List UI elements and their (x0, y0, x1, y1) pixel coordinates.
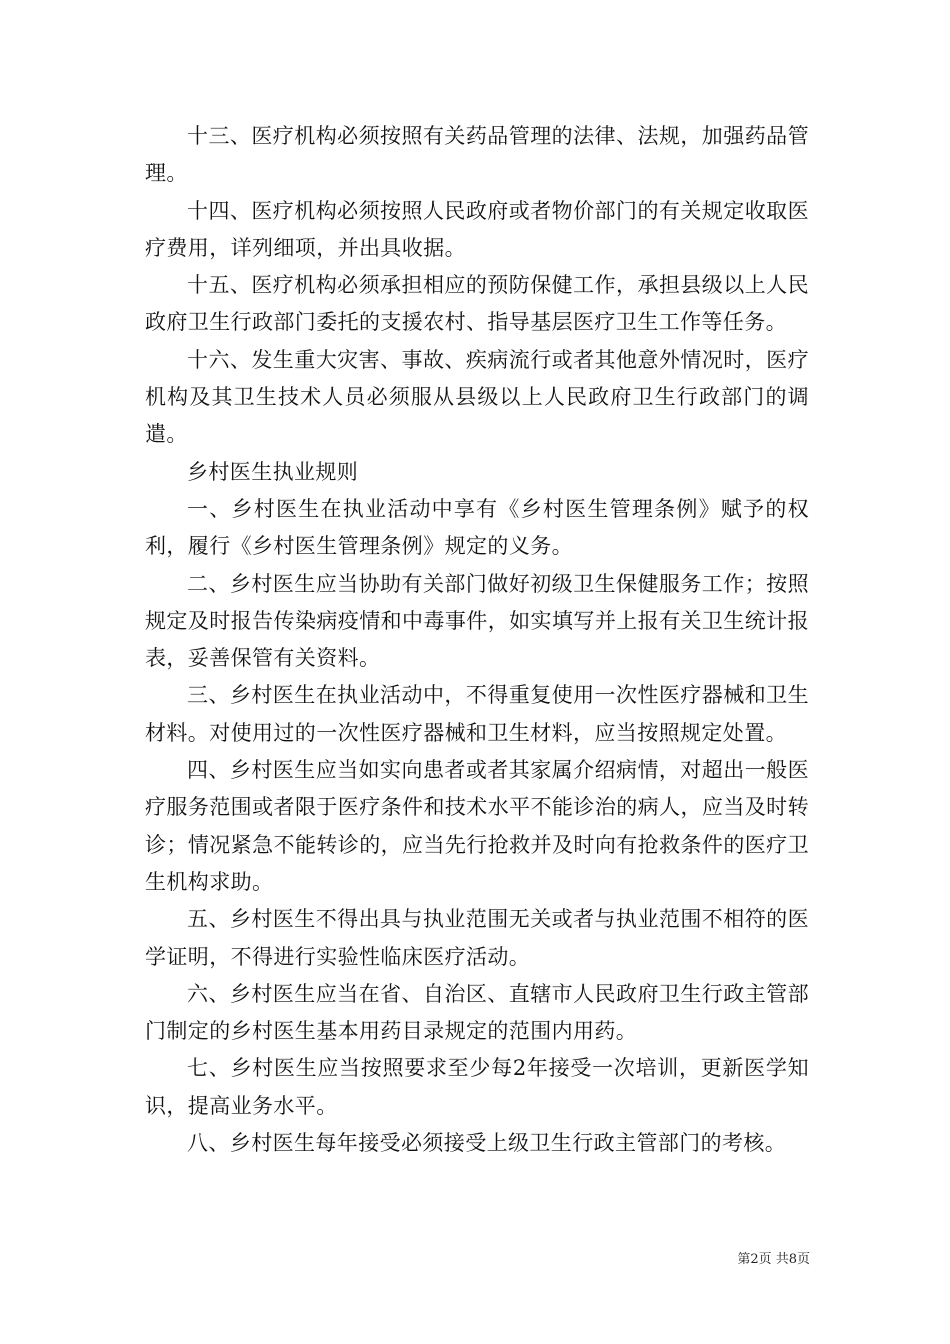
paragraph-13: 十三、医疗机构必须按照有关药品管理的法律、法规，加强药品管理。 (145, 124, 809, 186)
rule-6: 六、乡村医生应当在省、自治区、直辖市人民政府卫生行政主管部门制定的乡村医生基本用药目录规定的范围内用药。 (145, 981, 809, 1044)
section-title: 乡村医生执业规则 (187, 459, 359, 484)
paragraph-16: 十六、发生重大灾害、事故、疾病流行或者其他意外情况时，医疗机构及其卫生技术人员必须服从县级以上人民政府卫生行政部门的调遣。 (145, 347, 809, 447)
rule-2: 二、乡村医生应当协助有关部门做好初级卫生保健服务工作；按照规定及时报告传染病疫情和中毒事件，如实填写并上报有关卫生统计报表，妥善保管有关资料。 (145, 571, 809, 671)
paragraph-15: 十五、医疗机构必须承担相应的预防保健工作，承担县级以上人民政府卫生行政部门委托的支援农村、指导基层医疗卫生工作等任务。 (145, 273, 809, 335)
page-number: 第2页 共8页 (737, 1252, 810, 1267)
rule-4: 四、乡村医生应当如实向患者或者其家属介绍病情，对超出一般医疗服务范围或者限于医疗条件和技术水平不能诊治的病人，应当及时转诊；情况紧急不能转诊的，应当先行抢救并及时向有抢救条件的医疗卫生机构求助。 (145, 758, 809, 894)
document-body (145, 118, 809, 1162)
paragraph-14: 十四、医疗机构必须按照人民政府或者物价部门的有关规定收取医疗费用，详列细项，并出具收据。 (145, 198, 809, 260)
rule-7: 七、乡村医生应当按照要求至少每2年接受一次培训，更新医学知识，提高业务水平。 (145, 1056, 809, 1118)
rule-1: 一、乡村医生在执业活动中享有《乡村医生管理条例》赋予的权利，履行《乡村医生管理条例》规定的义务。 (145, 496, 809, 559)
rule-3: 三、乡村医生在执业活动中，不得重复使用一次性医疗器械和卫生材料。对使用过的一次性医疗器械和卫生材料，应当按照规定处置。 (145, 683, 809, 745)
rule-8: 八、乡村医生每年接受必须接受上级卫生行政主管部门的考核。 (187, 1131, 787, 1156)
rule-5: 五、乡村医生不得出具与执业范围无关或者与执业范围不相符的医学证明，不得进行实验性临床医疗活动。 (145, 907, 809, 969)
